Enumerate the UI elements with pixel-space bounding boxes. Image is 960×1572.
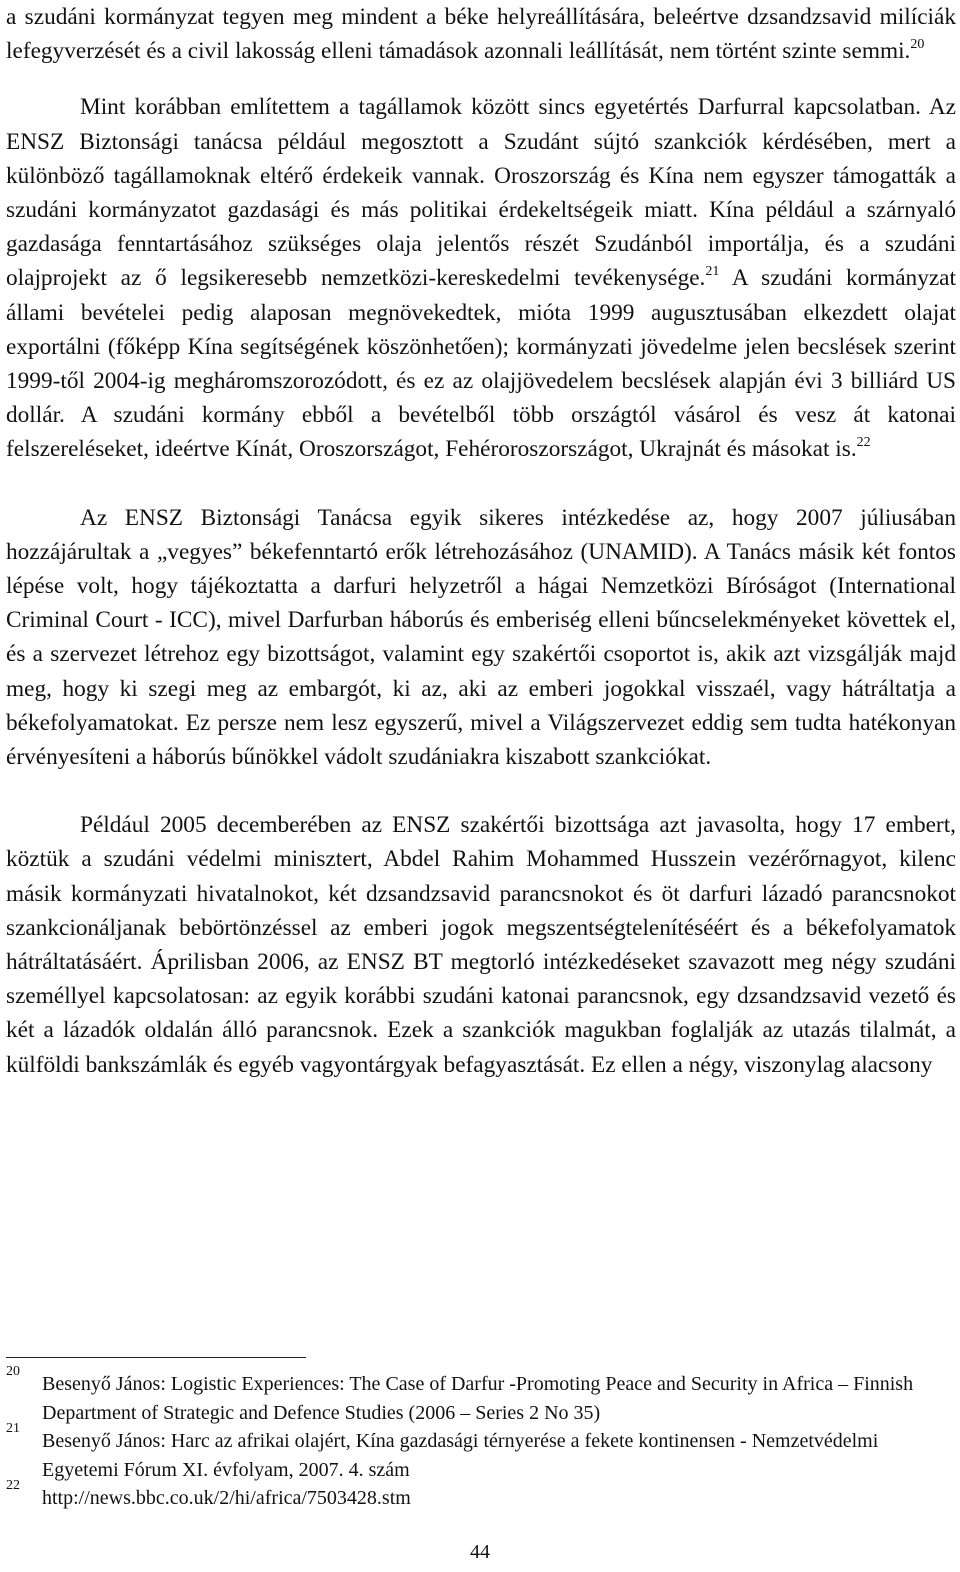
paragraph-text: a szudáni kormányzat tegyen meg mindent a béke helyreállítására, beleértve dzsandzsavid milíciák lefegyverzését és a civil lakosság elleni támadások azonnali leállítását, nem történt szinte semmi. <box>6 4 956 65</box>
paragraph-4 <box>6 808 956 1082</box>
footnote-22 <box>6 1478 956 1513</box>
footnote-separator <box>6 1357 306 1358</box>
paragraph-text: Mint korábban említettem a tagállamok között sincs egyetértés Darfurral kapcsolatban. Az ENSZ Biztonsági tanácsa például megosztott a Szudánt sújtó szankciók kérdésében, mert a különböző tagállamoknak eltérő érdekeik vannak. Oroszország és Kína nem egyszer támogatták a szudáni kormányzatot gazdasági és más politikai érdekeltségeik miatt. Kína például a szárnyaló gazdasága fenntartásához szükséges olaja jelentős részét Szudánból importálja, és a szudáni olajprojekt az ő legsikeresebb nemzetközi-kereskedelmi tevékenysége. <box>6 94 956 292</box>
footnote-text: Besenyő János: Harc az afrikai olajért, Kína gazdasági térnyerése a fekete kontinensen - Nemzetvédelmi Egyetemi Fórum XI. évfolyam, 2007. 4. szám <box>42 1430 879 1481</box>
footnote-20 <box>6 1364 956 1427</box>
paragraph-text: A szudáni kormányzat állami bevételei pedig alaposan megnövekedtek, mióta 1999 augusztusában elkezdett olajat exportálni (főképp Kína segítségének köszönhetően); kormányzati jövedelme jelen becslések szerint 1999-től 2004-ig megháromszorozódott, és ez az olajjövedelem becslések alapján évi 3 billiárd US dollár. A szudáni kormány ebből a bevételből több országtól vásárol és vesz át katonai felszereléseket, ideértve Kínát, Oroszországot, Fehéroroszországot, Ukrajnát és másokat is. <box>6 265 956 463</box>
footnote-number: 21 <box>6 1421 20 1436</box>
paragraph-3 <box>6 501 956 775</box>
paragraph-1 <box>6 0 956 68</box>
page-number: 44 <box>470 1541 490 1563</box>
footnote-link[interactable]: http://news.bbc.co.uk/2/hi/africa/7503428.stm <box>42 1487 411 1509</box>
paragraph-2 <box>6 90 956 466</box>
footnote-ref-22: 22 <box>856 435 871 451</box>
paragraph-text: Például 2005 decemberében az ENSZ szakértői bizottsága azt javasolta, hogy 17 embert, köztük a szudáni védelmi minisztert, Abdel Rahim Mohammed Husszein vezérőrnagyot, kilenc másik kormányzati hivatalnokot, két dzsandzsavid parancsnokot és öt darfuri lázadó parancsnokot szankcionáljanak bebörtönzéssel az emberi jogok megszentségtelenítéséért és a békefolyamatok hátráltatásáért. Áprilisban 2006, az ENSZ BT megtorló intézkedéseket szavazott meg négy szudáni személlyel kapcsolatosan: az egyik korábbi szudáni katonai parancsnok, egy dzsandzsavid vezető és két a lázadók oldalán álló parancsnok. Ezek a szankciók magukban foglalják az utazás tilalmát, a külföldi bankszámlák és egyéb vagyontárgyak befagyasztását. Ez ellen a négy, viszonylag alacsony <box>6 812 956 1078</box>
footnote-number: 22 <box>6 1478 20 1493</box>
footnote-21 <box>6 1421 956 1484</box>
footnote-ref-20: 20 <box>910 37 925 53</box>
body-text <box>6 0 956 1082</box>
paragraph-text: Az ENSZ Biztonsági Tanácsa egyik sikeres intézkedése az, hogy 2007 júliusában hozzájárultak a „vegyes” békefenntartó erők létrehozásához (UNAMID). A Tanács másik két fontos lépése volt, hogy tájékoztatta a darfuri helyzetről a hágai Nemzetközi Bíróságot (International Criminal Court - ICC), mivel Darfurban háborús és emberiség elleni bűncselekményeket követtek el, és a szervezet létrehoz egy bizottságot, valamint egy szakértői csoportot is, akik azt vizsgálják majd meg, hogy ki szegi meg az embargót, ki az, aki az emberi jogokkal visszaél, vagy hátráltatja a békefolyamatokat. Ez persze nem lesz egyszerű, mivel a Világszervezet eddig sem tudta hatékonyan érvényesíteni a háborús bűnökkel vádolt szudániakra kiszabott szankciókat. <box>6 504 956 771</box>
footnote-ref-21: 21 <box>705 264 720 280</box>
footnotes <box>6 1364 956 1513</box>
footnote-text: Besenyő János: Logistic Experiences: The Case of Darfur -Promoting Peace and Security in Africa – Finnish Department of Strategic and Defence Studies (2006 – Series 2 No 35) <box>42 1373 914 1424</box>
footnote-number: 20 <box>6 1364 20 1379</box>
